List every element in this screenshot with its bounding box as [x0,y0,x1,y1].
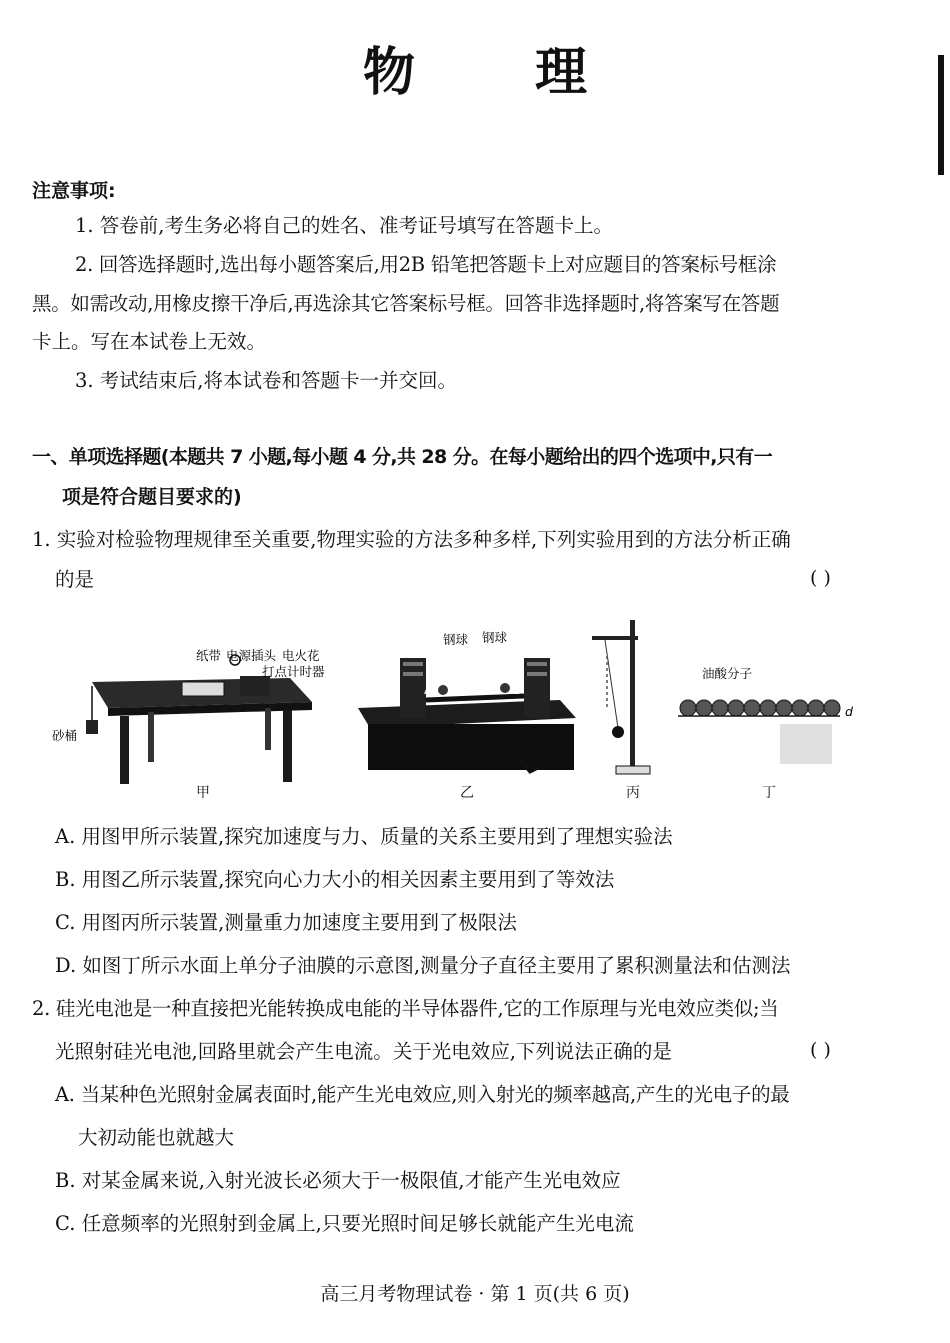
label-tape: 纸带 [196,648,222,663]
caption-yi: 乙 [460,785,474,801]
label-oil-molecule: 油酸分子 [702,666,753,681]
notice-line-2: 2. 回答选择题时,选出每小题答案后,用2B 铅笔把答题卡上对应题目的答案标号框涂 [75,253,777,276]
q2-option-c: C. 任意频率的光照射到金属上,只要光照时间足够长就能产生光电流 [55,1212,634,1235]
label-b: B [513,682,522,697]
caption-jia: 甲 [196,785,210,801]
q1-stem-1: 1. 实验对检验物理规律至关重要,物理实验的方法多种多样,下列实验用到的方法分析正确 [32,528,791,551]
page-footer: 高三月考物理试卷 · 第 1 页(共 6 页) [320,1283,630,1305]
q1-option-c: C. 用图丙所示装置,测量重力加速度主要用到了极限法 [55,911,517,934]
notice-line-5: 3. 考试结束后,将本试卷和答题卡一并交回。 [75,369,458,392]
caption-bing: 丙 [626,785,640,801]
page-title [0,42,950,104]
caption-ding: 丁 [762,785,776,801]
q2-option-a-cont: 大初动能也就越大 [78,1126,235,1149]
label-bucket: 砂桶 [52,728,78,743]
q2-stem-2: 光照射硅光电池,回路里就会产生电流。关于光电效应,下列说法正确的是 [55,1040,672,1063]
figure-bing-apparatus [592,620,650,774]
label-ball-2: 钢球 [482,630,508,645]
notice-heading: 注意事项: [32,180,116,202]
notice-line-3: 黑。如需改动,用橡皮擦干净后,再选涂其它答案标号框。回答非选择题时,将答案写在答题 [32,292,780,315]
section-1-heading-cont: 项是符合题目要求的) [62,486,242,508]
q1-answer-paren: ( ) [810,567,831,589]
label-ball-1: 钢球 [443,632,469,647]
q1-option-b: B. 用图乙所示装置,探究向心力大小的相关因素主要用到了等效法 [55,868,615,891]
label-timer-1: 电火花 [282,648,320,663]
title-char-2: 理 [535,43,588,103]
section-1-heading: 一、单项选择题(本题共 7 小题,每小题 4 分,共 28 分。在每小题给出的四个选项中,只有一 [32,446,773,468]
notice-line-4: 卡上。写在本试卷上无效。 [32,330,267,353]
label-plug: 电源插头 [226,648,277,663]
label-d: d [845,704,853,719]
q2-stem-1: 2. 硅光电池是一种直接把光能转换成电能的半导体器件,它的工作原理与光电效应类似;当 [32,997,779,1020]
figure-ding-apparatus [678,700,840,764]
label-timer-2: 打点计时器 [262,664,325,679]
q2-option-b: B. 对某金属来说,入射光波长必须大于一极限值,才能产生光电效应 [55,1169,621,1192]
notice-line-1: 1. 答卷前,考生务必将自己的姓名、准考证号填写在答题卡上。 [75,214,614,237]
label-a: A [424,682,433,697]
q2-answer-paren: ( ) [810,1039,831,1061]
q1-option-a: A. 用图甲所示装置,探究加速度与力、质量的关系主要用到了理想实验法 [55,825,673,848]
title-char-1: 物 [362,43,415,103]
q1-option-d: D. 如图丁所示水面上单分子油膜的示意图,测量分子直径主要用了累积测量法和估测法 [55,954,791,977]
q2-option-a: A. 当某种色光照射金属表面时,能产生光电效应,则入射光的频率越高,产生的光电子的最 [55,1083,790,1106]
q1-stem-2: 的是 [55,568,95,591]
figure-yi-apparatus [358,658,576,772]
